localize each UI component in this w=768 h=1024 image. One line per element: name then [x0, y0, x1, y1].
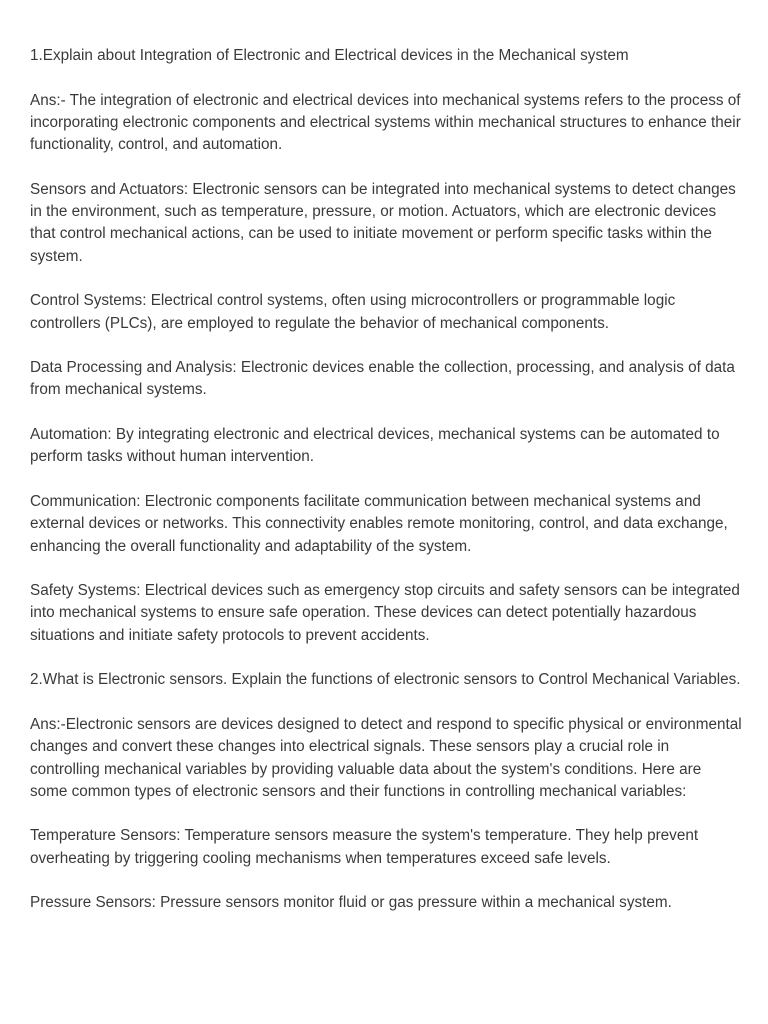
communication-paragraph: Communication: Electronic components facilitate communication between mechanical systems and external devices or networks. This connectivity enables remote monitoring, control, and data exchange, enhancing the overall functionality and adaptability of the system. [30, 492, 728, 555]
temperature-sensors-paragraph: Temperature Sensors: Temperature sensors measure the system's temperature. They help prevent overheating by triggering cooling mechanisms when temperatures exceed safe levels. [30, 827, 699, 867]
question-1-heading: 1.Explain about Integration of Electronic and Electrical devices in the Mechanical system [30, 47, 629, 64]
automation-paragraph: Automation: By integrating electronic and electrical devices, mechanical systems can be automated to perform tasks without human intervention. [30, 426, 720, 466]
answer-2-intro: Ans:-Electronic sensors are devices designed to detect and respond to specific physical or environmental changes and convert these changes into electrical signals. These sensors play a crucial role in controlling mechanical variables by providing valuable data about the system's conditions. Here are some common types of electronic sensors and their functions in controlling mechanical variables: [30, 715, 742, 800]
question-2-heading: 2.What is Electronic sensors. Explain the functions of electronic sensors to Control Mechanical Variables. [30, 671, 741, 689]
sensors-actuators-paragraph: Sensors and Actuators: Electronic sensors can be integrated into mechanical systems to detect changes in the environment, such as temperature, pressure, or motion. Actuators, which are electronic devices that control mechanical actions, can be used to initiate movement or perform specific tasks within the system. [30, 180, 736, 265]
safety-systems-paragraph: Safety Systems: Electrical devices such as emergency stop circuits and safety sensors can be integrated into mechanical systems to ensure safe operation. These devices can detect potentially hazardous situations and initiate safety protocols to prevent accidents. [30, 582, 740, 644]
pressure-sensors-paragraph: Pressure Sensors: Pressure sensors monitor fluid or gas pressure within a mechanical system. [30, 894, 672, 912]
document-body [30, 45, 742, 937]
data-processing-paragraph: Data Processing and Analysis: Electronic devices enable the collection, processing, and analysis of data from mechanical systems. [30, 359, 735, 399]
control-systems-paragraph: Control Systems: Electrical control systems, often using microcontrollers or programmable logic controllers (PLCs), are employed to regulate the behavior of mechanical components. [30, 292, 676, 332]
answer-1-intro: Ans:- The integration of electronic and electrical devices into mechanical systems refers to the process of incorporating electronic components and electrical systems within mechanical structures to enhance their functionality, control, and automation. [30, 91, 741, 154]
